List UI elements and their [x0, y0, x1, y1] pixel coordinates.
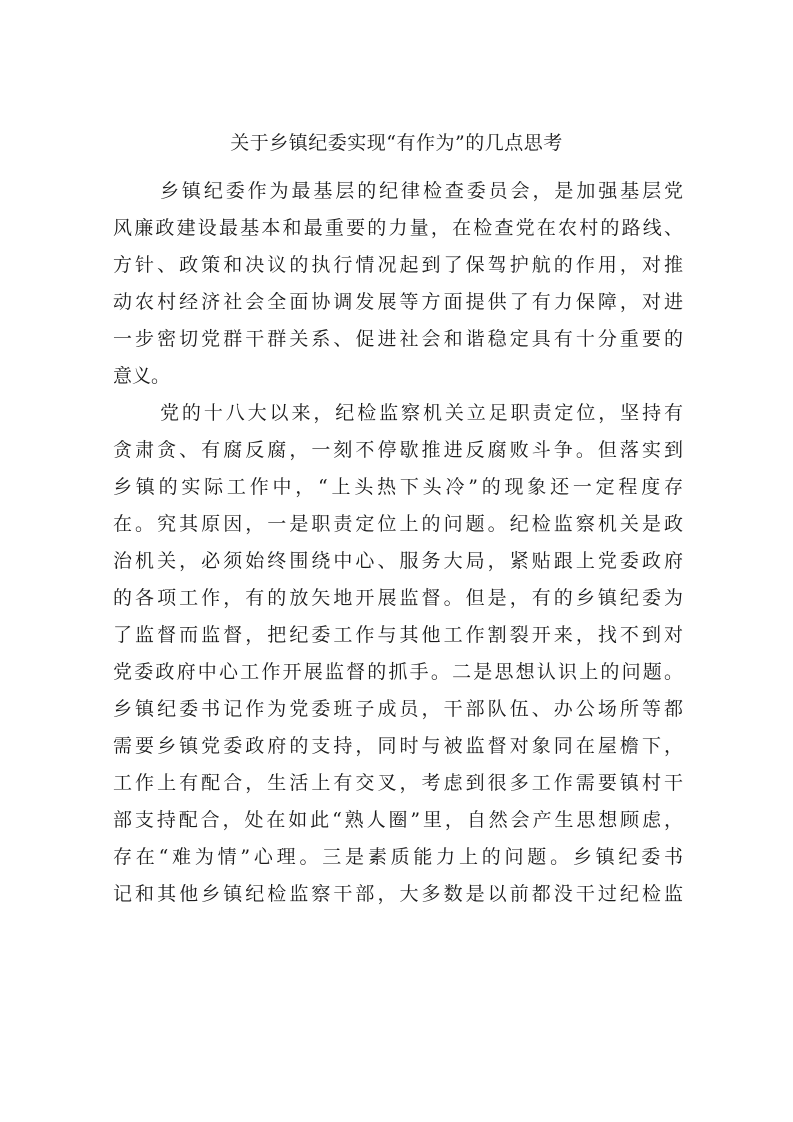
paragraph-1-line: 意义。: [113, 365, 171, 387]
paragraph-2-line: 党委政府中心工作开展监督的抓手。二是思想认识上的问题。: [113, 661, 683, 683]
paragraph-1-line: 动农村经济社会全面协调发展等方面提供了有力保障，对进: [113, 291, 683, 313]
paragraph-2-line: 记和其他乡镇纪检监察干部，大多数是以前都没干过纪检监: [113, 883, 683, 905]
paragraph-1-line: 乡镇纪委作为最基层的纪律检查委员会，是加强基层党: [160, 180, 683, 202]
paragraph-1-line: 风廉政建设最基本和最重要的力量，在检查党在农村的路线、: [113, 217, 683, 239]
paragraph-1-line: 一步密切党群干群关系、促进社会和谐稳定具有十分重要的: [113, 328, 683, 350]
document-title: 关于乡镇纪委实现“有作为”的几点思考: [230, 132, 563, 154]
paragraph-2-line: 贪肃贪、有腐反腐，一刻不停歇推进反腐败斗争。但落实到: [113, 439, 683, 461]
paragraph-2-line: 部支持配合，处在如此“熟人圈”里，自然会产生思想顾虑，: [113, 809, 683, 831]
paragraph-2-line: 了监督而监督，把纪委工作与其他工作割裂开来，找不到对: [113, 624, 683, 646]
paragraph-2-line: 乡镇纪委书记作为党委班子成员，干部队伍、办公场所等都: [113, 698, 683, 720]
paragraph-2-line: 工作上有配合，生活上有交叉，考虑到很多工作需要镇村干: [113, 772, 683, 794]
paragraph-2-line: 乡镇的实际工作中，“上头热下头冷”的现象还一定程度存: [113, 476, 683, 498]
paragraph-2-line: 在。究其原因，一是职责定位上的问题。纪检监察机关是政: [113, 513, 683, 535]
paragraph-2-line: 存在“难为情”心理。三是素质能力上的问题。乡镇纪委书: [113, 846, 683, 868]
paragraph-2-line: 的各项工作，有的放矢地开展监督。但是，有的乡镇纪委为: [113, 587, 683, 609]
paragraph-2-line: 党的十八大以来，纪检监察机关立足职责定位，坚持有: [160, 402, 683, 424]
paragraph-1-line: 方针、政策和决议的执行情况起到了保驾护航的作用，对推: [113, 254, 683, 276]
paragraph-2-line: 需要乡镇党委政府的支持，同时与被监督对象同在屋檐下，: [113, 735, 683, 757]
paragraph-2-line: 治机关，必须始终围绕中心、服务大局，紧贴跟上党委政府: [113, 550, 683, 572]
